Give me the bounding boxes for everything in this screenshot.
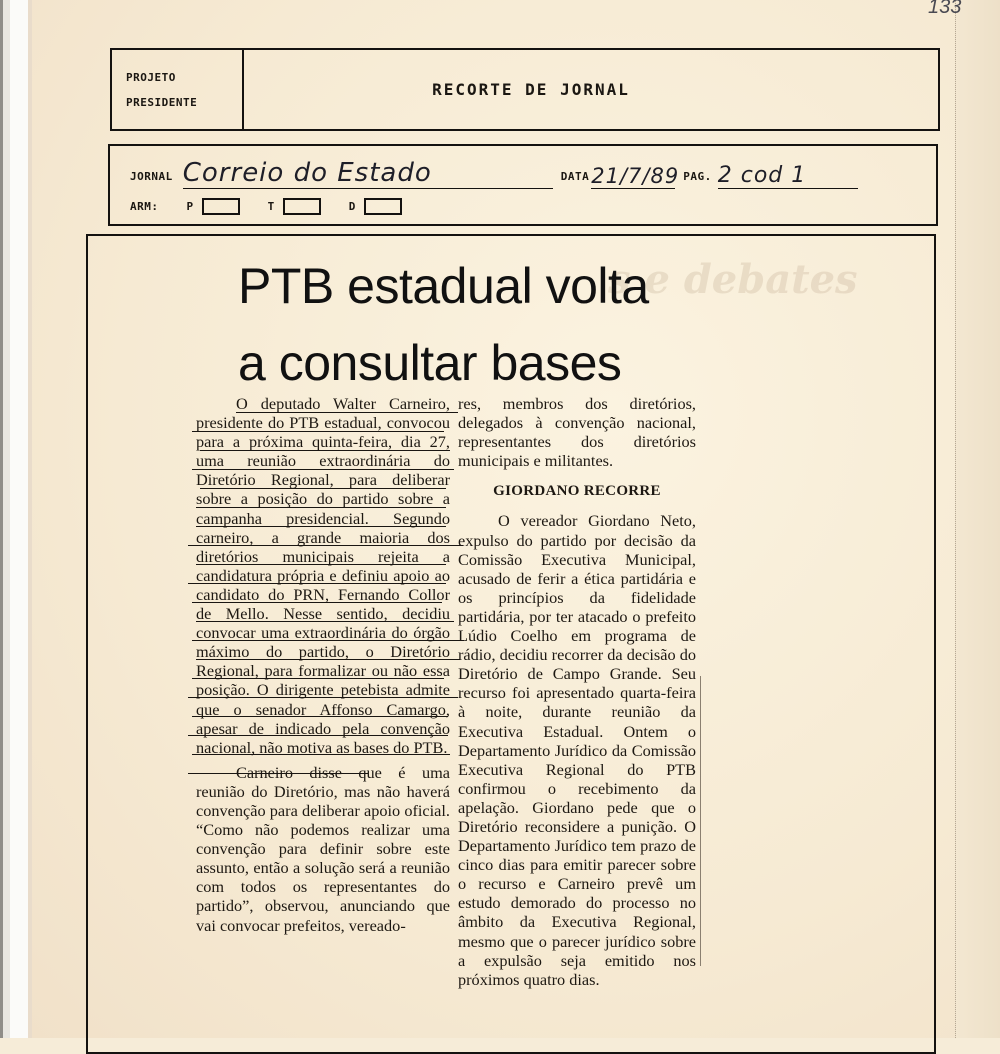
pen-underline xyxy=(192,754,450,755)
pen-underline xyxy=(200,488,446,489)
data-label: DATA xyxy=(560,170,590,183)
arm-p-label: P xyxy=(186,200,194,213)
paragraph-3: res, membros dos diretórios, delegados à convenção nacional, representantes dos diretórios municipais e militantes. xyxy=(458,394,696,471)
pen-underline xyxy=(192,640,464,641)
arm-t-label: T xyxy=(267,200,275,213)
pen-underline xyxy=(188,735,448,736)
pen-underline xyxy=(188,583,446,584)
column-rule xyxy=(700,676,701,966)
headline-line-2: a consultar bases xyxy=(238,335,622,391)
pag-value: 2 cod 1 xyxy=(718,163,858,189)
pen-underline xyxy=(188,545,463,546)
pen-underline xyxy=(192,431,444,432)
article-column-2 xyxy=(458,394,696,989)
article-frame xyxy=(86,234,936,1054)
arm-row xyxy=(130,198,422,215)
paragraph-1: O deputado Walter Carneiro, presidente do PTB estadual, convocou para a próxima quinta-feira, dia 27, uma reunião extraordinária do Diretório Regional, para deliberar sobre a posição do partido sobre a campanha presidencial. Segundo carneiro, a grande maioria dos diretórios municipais rejeita a candidatura própria e definiu apoio ao candidato do PRN, Fernando Collor de Mello. Nesse sentido, decidiu convocar uma extraordinária do órgão máximo do partido, o Diretório Regional, para formalizar ou não essa posição. O dirigente petebista admite que o senador Affonso Camargo, apesar de indicado pela convenção nacional, não motiva as bases do PTB. xyxy=(196,394,450,757)
pen-underline xyxy=(200,450,450,451)
headline-line-1: PTB estadual volta xyxy=(238,258,649,314)
project-label-1: PROJETO xyxy=(126,70,176,84)
scanner-edge xyxy=(0,0,32,1038)
pen-underline xyxy=(196,564,446,565)
paragraph-4: O vereador Giordano Neto, expulso do partido por decisão da Comissão Executiva Municipal, acusado de ferir a ética partidária e os princípios da fidelidade partidária, por ter atacado o prefeito Lúdio Coelho em programa de rádio, decidiu recorrer da decisão do Diretório de Campo Grande. Seu recurso foi apresentado quarta-feira à noite, durante reunião da Executiva Estadual. Ontem o Departamento Jurídico da Comissão Executiva Regional do PTB confirmou o recebimento da apelação. Giordano pede que o Diretório reconsidere a punição. O Departamento Jurídico tem prazo de cinco dias para emitir parecer sobre o recurso e Carneiro prevê um estudo demorado do processo no âmbito da Executiva Regional, mesmo que o parecer jurídico sobre a expulsão seja emitido nos próximos quatro dias. xyxy=(458,511,696,989)
form-title: RECORTE DE JORNAL xyxy=(432,80,630,99)
pen-underline xyxy=(236,412,458,413)
clipping-header xyxy=(110,48,940,131)
pen-underline xyxy=(188,697,458,698)
pag-label: PAG. xyxy=(683,170,712,183)
pen-underline xyxy=(188,773,368,774)
pen-underline xyxy=(192,716,448,717)
bleed-through-text: s e debates xyxy=(608,256,858,303)
arm-t-box[interactable] xyxy=(283,198,321,215)
pen-underline xyxy=(196,621,454,622)
pen-underline xyxy=(196,526,446,527)
pen-underline xyxy=(192,678,444,679)
article-column-1 xyxy=(196,394,450,935)
project-label-2: PRESIDENTE xyxy=(126,95,198,109)
arm-label: ARM: xyxy=(130,200,159,213)
data-value: 21/7/89 xyxy=(591,164,680,188)
pen-underline xyxy=(192,469,454,470)
arm-d-box[interactable] xyxy=(364,198,402,215)
project-cell xyxy=(112,50,244,129)
page-number: 133 xyxy=(928,0,962,18)
pen-underline xyxy=(196,659,460,660)
clipping-meta xyxy=(108,144,938,226)
paragraph-2: Carneiro disse que é uma reunião do Diretório, mas não haverá convenção para deliberar apoio oficial. “Como não podemos realizar uma convenção para definir sobre este assunto, então a solução será a reunião com todos os representantes do partido”, observou, anunciando que vai convocar prefeitos, vereado- xyxy=(196,762,450,935)
jornal-label: JORNAL xyxy=(130,170,173,183)
jornal-value: Correio do Estado xyxy=(183,158,553,189)
arm-d-label: D xyxy=(348,200,356,213)
arm-p-box[interactable] xyxy=(202,198,240,215)
subheading: GIORDANO RECORRE xyxy=(493,483,661,500)
pen-underline xyxy=(196,507,446,508)
paper-fold xyxy=(955,0,1000,1038)
meta-row xyxy=(130,158,858,189)
pen-underline xyxy=(192,602,442,603)
